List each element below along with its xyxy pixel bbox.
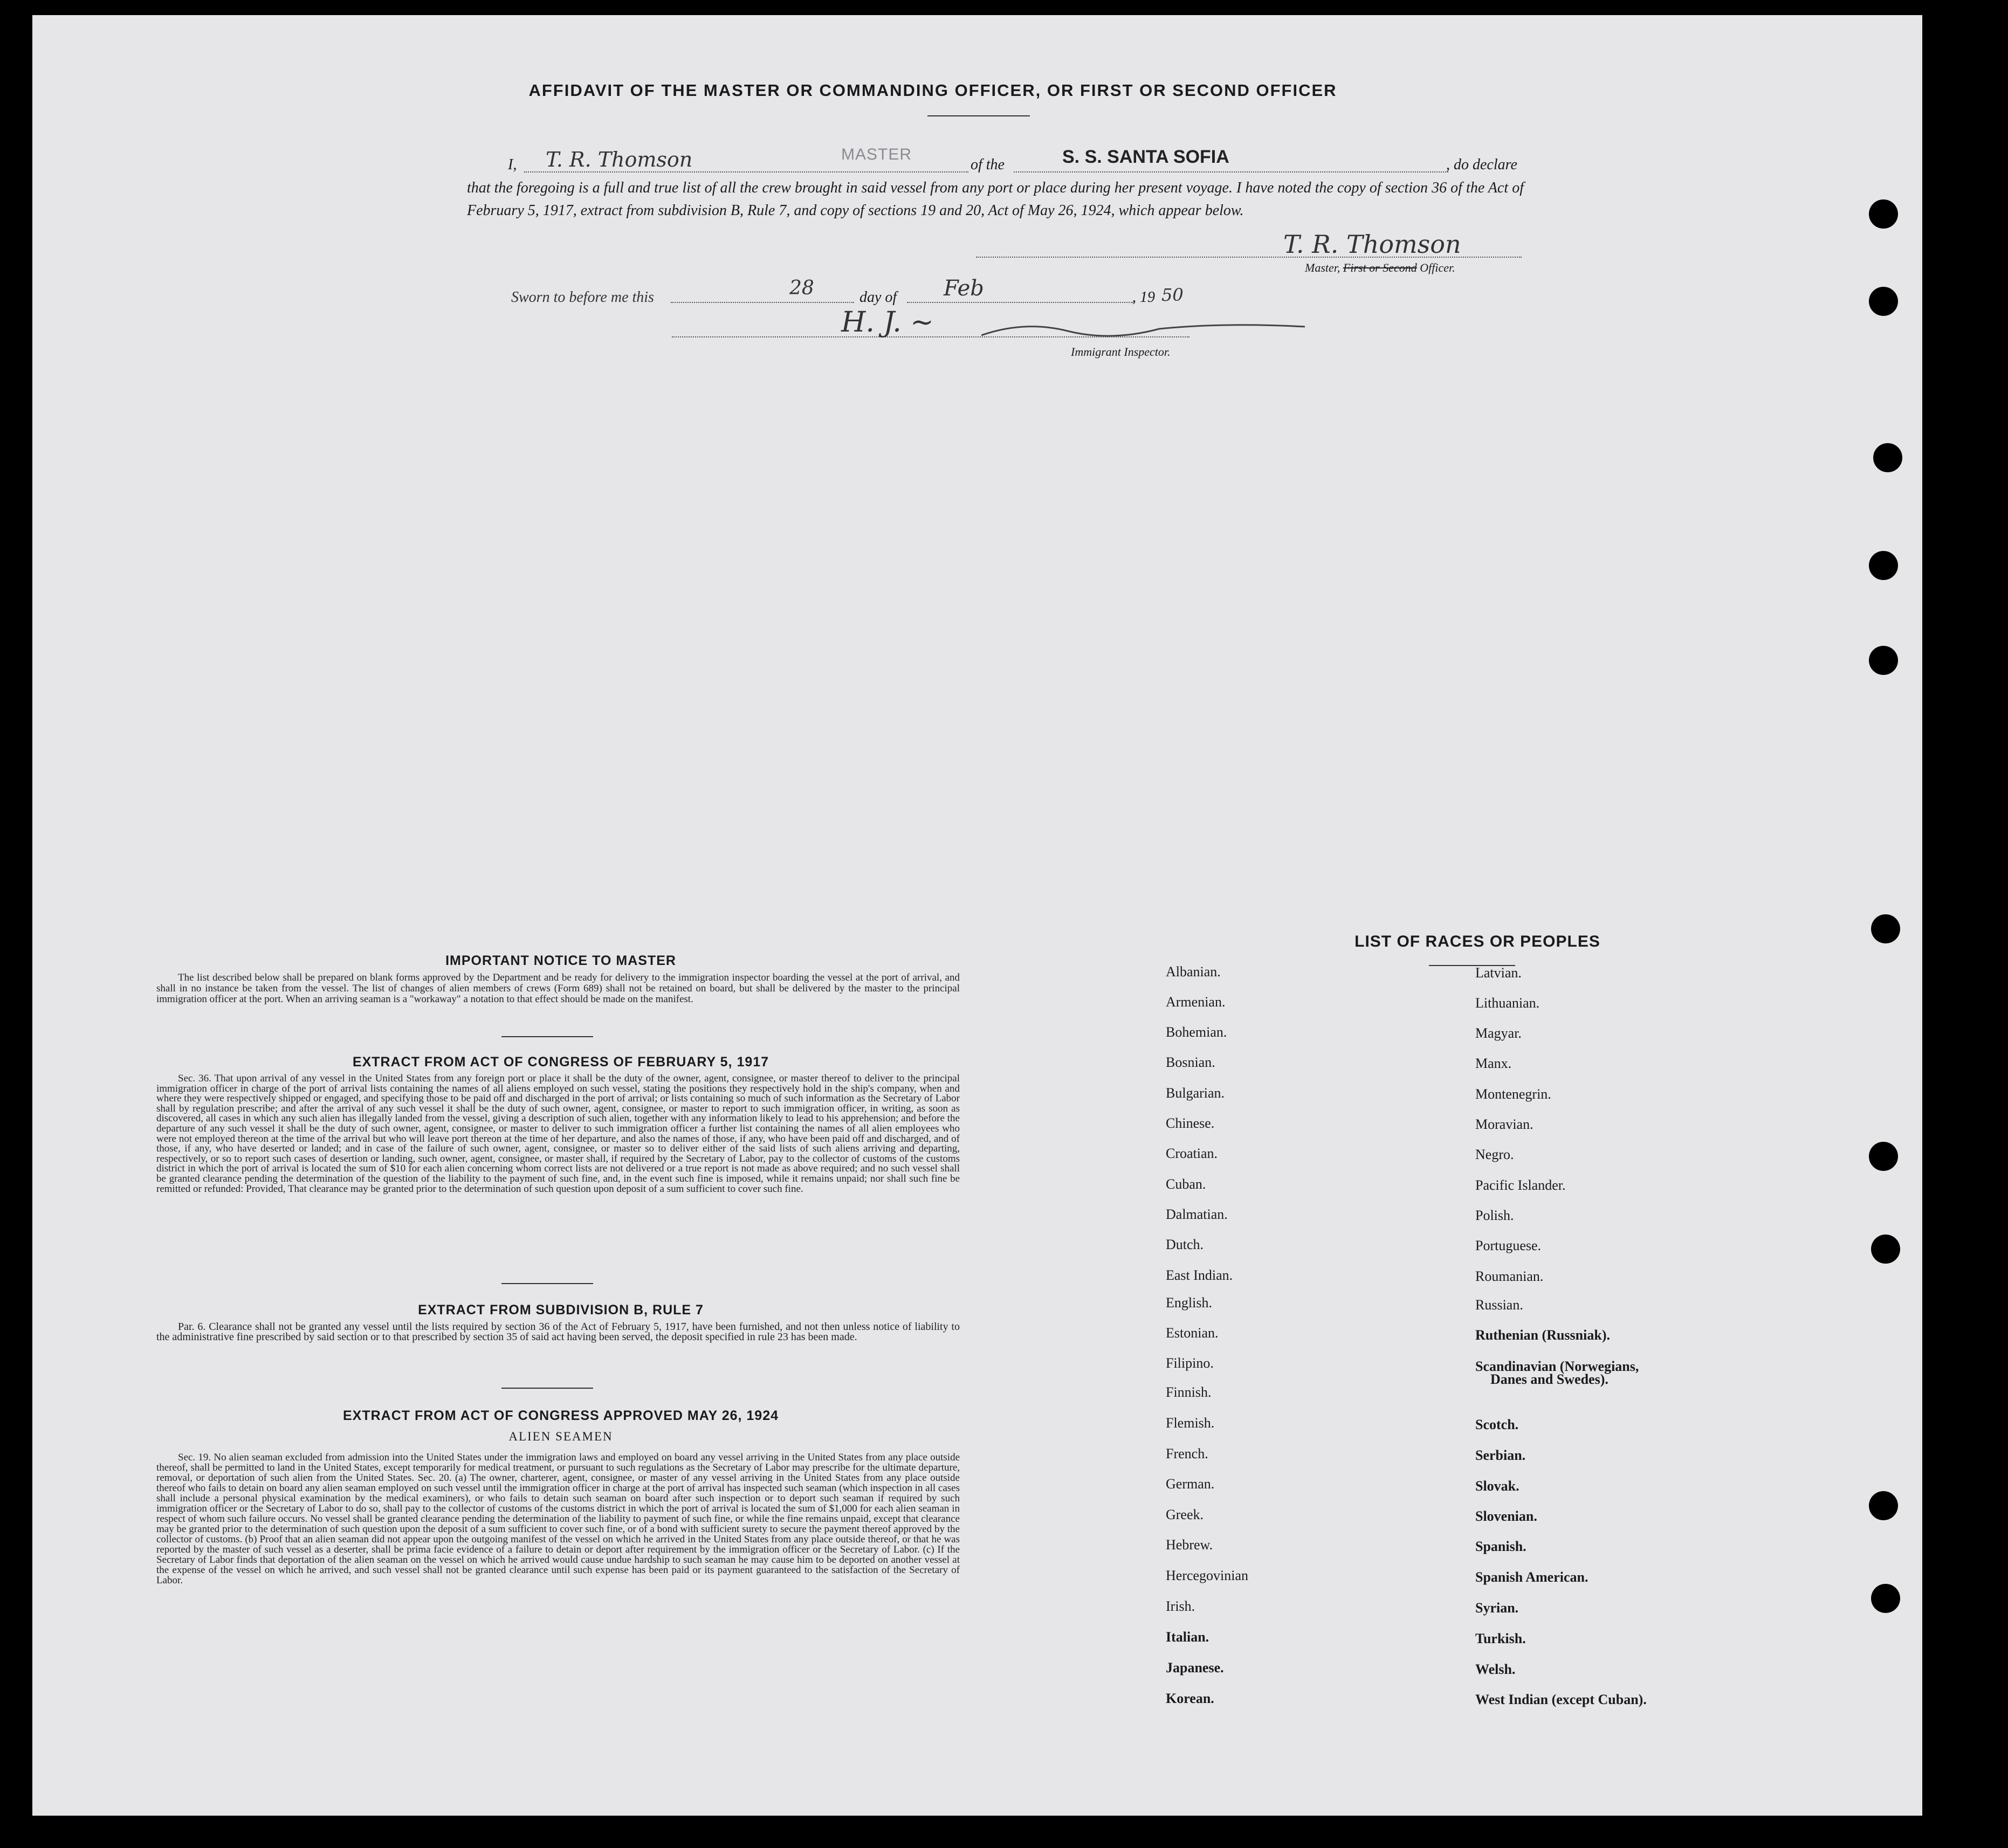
punch-hole [1871, 914, 1900, 943]
sworn-day-line [671, 281, 854, 303]
race-item: Dalmatian. [1166, 1206, 1228, 1222]
race-item: Spanish. [1475, 1539, 1526, 1554]
race-item: Lithuanian. [1475, 995, 1540, 1011]
race-item: Bosnian. [1166, 1054, 1215, 1070]
rank-stamp: MASTER [841, 146, 912, 163]
race-item: Ruthenian (Russniak). [1475, 1327, 1610, 1343]
race-item: Scotch. [1475, 1417, 1519, 1432]
race-item: Serbian. [1475, 1447, 1526, 1463]
title-divider [927, 115, 1030, 116]
race-item: Hebrew. [1166, 1537, 1213, 1553]
race-item: Turkish. [1475, 1631, 1526, 1646]
race-item: Syrian. [1475, 1600, 1519, 1616]
race-item: Flemish. [1166, 1415, 1215, 1431]
notice-title: IMPORTANT NOTICE TO MASTER [445, 953, 676, 968]
race-item: Portuguese. [1475, 1238, 1542, 1253]
day-of-label: day of [859, 289, 897, 306]
race-item: Italian. [1166, 1629, 1209, 1645]
inspector-signature-flourish [981, 315, 1316, 342]
race-item: Dutch. [1166, 1237, 1204, 1252]
master-signature-caption [1305, 261, 1455, 275]
extract-rule7-title: EXTRACT FROM SUBDIVISION B, RULE 7 [418, 1302, 704, 1318]
caption-officer: Officer. [1420, 261, 1455, 274]
race-item: Pacific Islander. [1475, 1177, 1566, 1193]
affidavit-body: that the foregoing is a full and true list of all the crew brought in said vessel from any port or place during her present voyage. I have noted the copy of section 36 of the Act of February 5, 1917, extract from subdivision B, Rule 7, and copy of sections 19 and 20, Act of May 26, 1924, which appear below. [467, 180, 1524, 219]
race-item: Manx. [1475, 1056, 1512, 1071]
race-item: Slovenian. [1475, 1508, 1537, 1524]
extract-rule7-text: Par. 6. Clearance shall not be granted any vessel until the lists required by section 36 of the Act of February 5, 1917, have been furnished, and not then unless notice of liability to the administrative fine prescribed by said section or to that prescribed by section 35 of said act having been served, the deposit specified in rule 23 has been made. [156, 1321, 960, 1343]
race-item: German. [1166, 1476, 1215, 1492]
race-item: Slovak. [1475, 1478, 1519, 1494]
race-item: Danes and Swedes). [1490, 1371, 1608, 1387]
race-item: Scandinavian (Norwegians, [1475, 1359, 1639, 1374]
race-item: East Indian. [1166, 1267, 1233, 1283]
sworn-day: 28 [789, 277, 814, 299]
race-item: Armenian. [1166, 994, 1226, 1010]
punch-hole [1869, 551, 1898, 580]
race-item: Magyar. [1475, 1025, 1522, 1041]
divider-3 [501, 1388, 593, 1389]
race-item: English. [1166, 1295, 1212, 1311]
of-the-label: of the [971, 156, 1005, 173]
extract-1924-title: EXTRACT FROM ACT OF CONGRESS APPROVED MAY 26, 1924 [342, 1408, 779, 1423]
extract-1917-text: Sec. 36. That upon arrival of any vessel in the United States from any foreign port or place it shall be the duty of the owner, agent, consignee, or master thereof to deliver to the principal immigration officer in charge of the port of arrival lists containing the names of all aliens employed on such vessel, stating the positions they respectively hold in the ship's company, when and where they were respectively shipped or engaged, and specifying those to be paid off and discharged in the port of arrival; or lists containing so much of such information as the Secretary of Labor shall by regulation prescribe; and after the arrival of any such vessel it shall be the duty of such owner, agent, consignee, or master to report to such immigration officer, in writing, as soon as discovered, all cases in which any such alien has illegally landed from the vessel, giving a description of such alien, together with any information likely to lead to his apprehension; and before the departure of any such vessel it shall be the duty of such owner, agent, consignee, or master to deliver to such immigration officer a further list containing the names of all alien employees who were not employed thereon at the time of the arrival but who will leave port thereon at the time of her departure, and also the names of those, if any, who have been paid off and discharged, and of those, if any, who have deserted or landed; and in case of the failure of such owner, agent, consignee, or master so to deliver either of the said lists of such aliens arriving and departing, respectively, or so to report such cases of desertion or landing, such owner, agent, consignee, or master shall, if required by the Secretary of Labor, pay to the collector of customs of the customs district in which the port of arrival is located the sum of $10 for each alien concerning whom correct lists are not delivered or a true report is not made as above required; and no such vessel shall be granted clearance pending the determination of the question of the liability to the payment of such fine, and, in the event such fine is imposed, while it remains unpaid; nor shall such fine be remitted or refunded: Provided, That clearance may be granted prior to the determination of such question upon deposit of a sum sufficient to cover such fine. [156, 1073, 960, 1195]
race-item: Albanian. [1166, 964, 1221, 980]
punch-hole [1871, 1235, 1900, 1264]
sworn-month: Feb [944, 276, 984, 301]
punch-hole [1869, 1142, 1898, 1171]
affidavit-title: AFFIDAVIT OF THE MASTER OR COMMANDING OFFICER, OR FIRST OR SECOND OFFICER [528, 81, 1337, 100]
race-item: Moravian. [1475, 1116, 1533, 1132]
race-item: Latvian. [1475, 965, 1522, 981]
inspector-caption: Immigrant Inspector. [1071, 345, 1171, 358]
race-item: Irish. [1166, 1598, 1195, 1614]
sworn-month-line [907, 281, 1133, 303]
master-signature: T. R. Thomson [1283, 230, 1461, 259]
punch-hole [1873, 443, 1902, 472]
race-item: Russian. [1475, 1297, 1523, 1313]
do-declare-label: , do declare [1446, 156, 1517, 173]
race-item: Estonian. [1166, 1325, 1219, 1341]
year-suffix: 50 [1161, 285, 1184, 305]
i-label: I, [508, 156, 517, 173]
race-item: Montenegrin. [1475, 1086, 1551, 1102]
caption-struck: First or Second [1343, 261, 1417, 274]
year-prefix: , 19 [1132, 289, 1155, 306]
punch-hole [1869, 1491, 1898, 1520]
extract-1924-subtitle: ALIEN SEAMEN [508, 1430, 613, 1443]
race-item: Filipino. [1166, 1355, 1214, 1371]
punch-hole [1869, 646, 1898, 675]
race-item: Greek. [1166, 1507, 1204, 1522]
race-item: Croatian. [1166, 1146, 1218, 1161]
race-item: Chinese. [1166, 1115, 1215, 1131]
race-item: French. [1166, 1446, 1208, 1461]
divider-2 [501, 1283, 593, 1284]
extract-1917-title: EXTRACT FROM ACT OF CONGRESS OF FEBRUARY 5, 1917 [352, 1054, 769, 1070]
caption-master: Master, [1305, 261, 1340, 274]
race-item: Japanese. [1166, 1660, 1224, 1675]
race-item: Spanish American. [1475, 1569, 1588, 1585]
master-name: T. R. Thomson [546, 148, 693, 171]
race-item: Roumanian. [1475, 1268, 1544, 1284]
races-title: LIST OF RACES OR PEOPLES [1354, 933, 1600, 950]
race-item: Finnish. [1166, 1384, 1212, 1400]
extract-1924-text: Sec. 19. No alien seaman excluded from admission into the United States under the immigration laws and employed on board any vessel arriving in the United States from any place outside thereof, shall be permitted to land in the United States, except temporarily for medical treatment, or pursuant to such regulations as the Secretary of Labor may prescribe for the ultimate departure, removal, or deportation of such alien from the United States. Sec. 20. (a) The owner, charterer, agent, consignee, or master of any vessel arriving in the United States from any place outside thereof who fails to detain on board any alien seaman employed on such vessel until the immigration officer in charge at the port of arrival has inspected such seaman (which inspection in all cases shall include a personal physical examination by the medical examiners), or who fails to detain such seaman on board after such inspection or to deport such seaman if required by such immigration officer or the Secretary of Labor to do so, shall pay to the collector of customs of the customs district in which the port of arrival is located the sum of $1,000 for each alien seaman in respect of whom such failure occurs. No vessel shall be granted clearance pending the determination of the liability to payment of such fine, or while the fine remains unpaid, except that clearance may be granted prior to the determination of such question upon the deposit of a sum sufficient to cover such fine, or of a bond with sufficient surety to secure the payment thereof approved by the collector of customs. (b) Proof that an alien seaman did not appear upon the outgoing manifest of the vessel on which he arrived in the United States from any place outside thereof, or that he was reported by the master of such vessel as a deserter, shall be prima facie evidence of a failure to detain or deport after requirement by the immigration officer or the Secretary of Labor. (c) If the Secretary of Labor finds that deportation of the alien seaman on the vessel on which he arrived would cause undue hardship to such seaman he may cause him to be deported on another vessel at the expense of the vessel on which he arrived, and such vessel shall not be granted clearance until such expense has been paid or its payment guaranteed to the satisfaction of the Secretary of Labor. [156, 1452, 960, 1586]
race-item: Hercegovinian [1166, 1568, 1249, 1583]
punch-hole [1869, 199, 1898, 229]
race-item: West Indian (except Cuban). [1475, 1692, 1647, 1707]
race-item: Bohemian. [1166, 1024, 1227, 1040]
form-page [32, 15, 1922, 1816]
race-item: Korean. [1166, 1691, 1214, 1706]
vessel-name: S. S. SANTA SOFIA [1062, 147, 1229, 167]
race-item: Bulgarian. [1166, 1085, 1225, 1101]
punch-hole [1869, 287, 1898, 316]
inspector-signature: H. J. ~ [841, 306, 934, 339]
race-item: Negro. [1475, 1147, 1514, 1162]
race-item: Cuban. [1166, 1176, 1206, 1192]
punch-hole [1871, 1584, 1900, 1613]
race-item: Polish. [1475, 1208, 1514, 1223]
divider-1 [501, 1036, 593, 1037]
race-item: Welsh. [1475, 1661, 1516, 1677]
notice-text: The list described below shall be prepared on blank forms approved by the Department and be ready for delivery to the immigration inspector boarding the vessel at the port of arrival, and shall in no instance be taken from the vessel. The list of changes of alien members of crews (Form 689) shall not be retained on board, but shall be delivered by the master to the principal immigration officer at the port. When an arriving seaman is a "workaway" a notation to that effect should be made on the manifest. [156, 972, 960, 1005]
sworn-label: Sworn to before me this [511, 289, 654, 306]
